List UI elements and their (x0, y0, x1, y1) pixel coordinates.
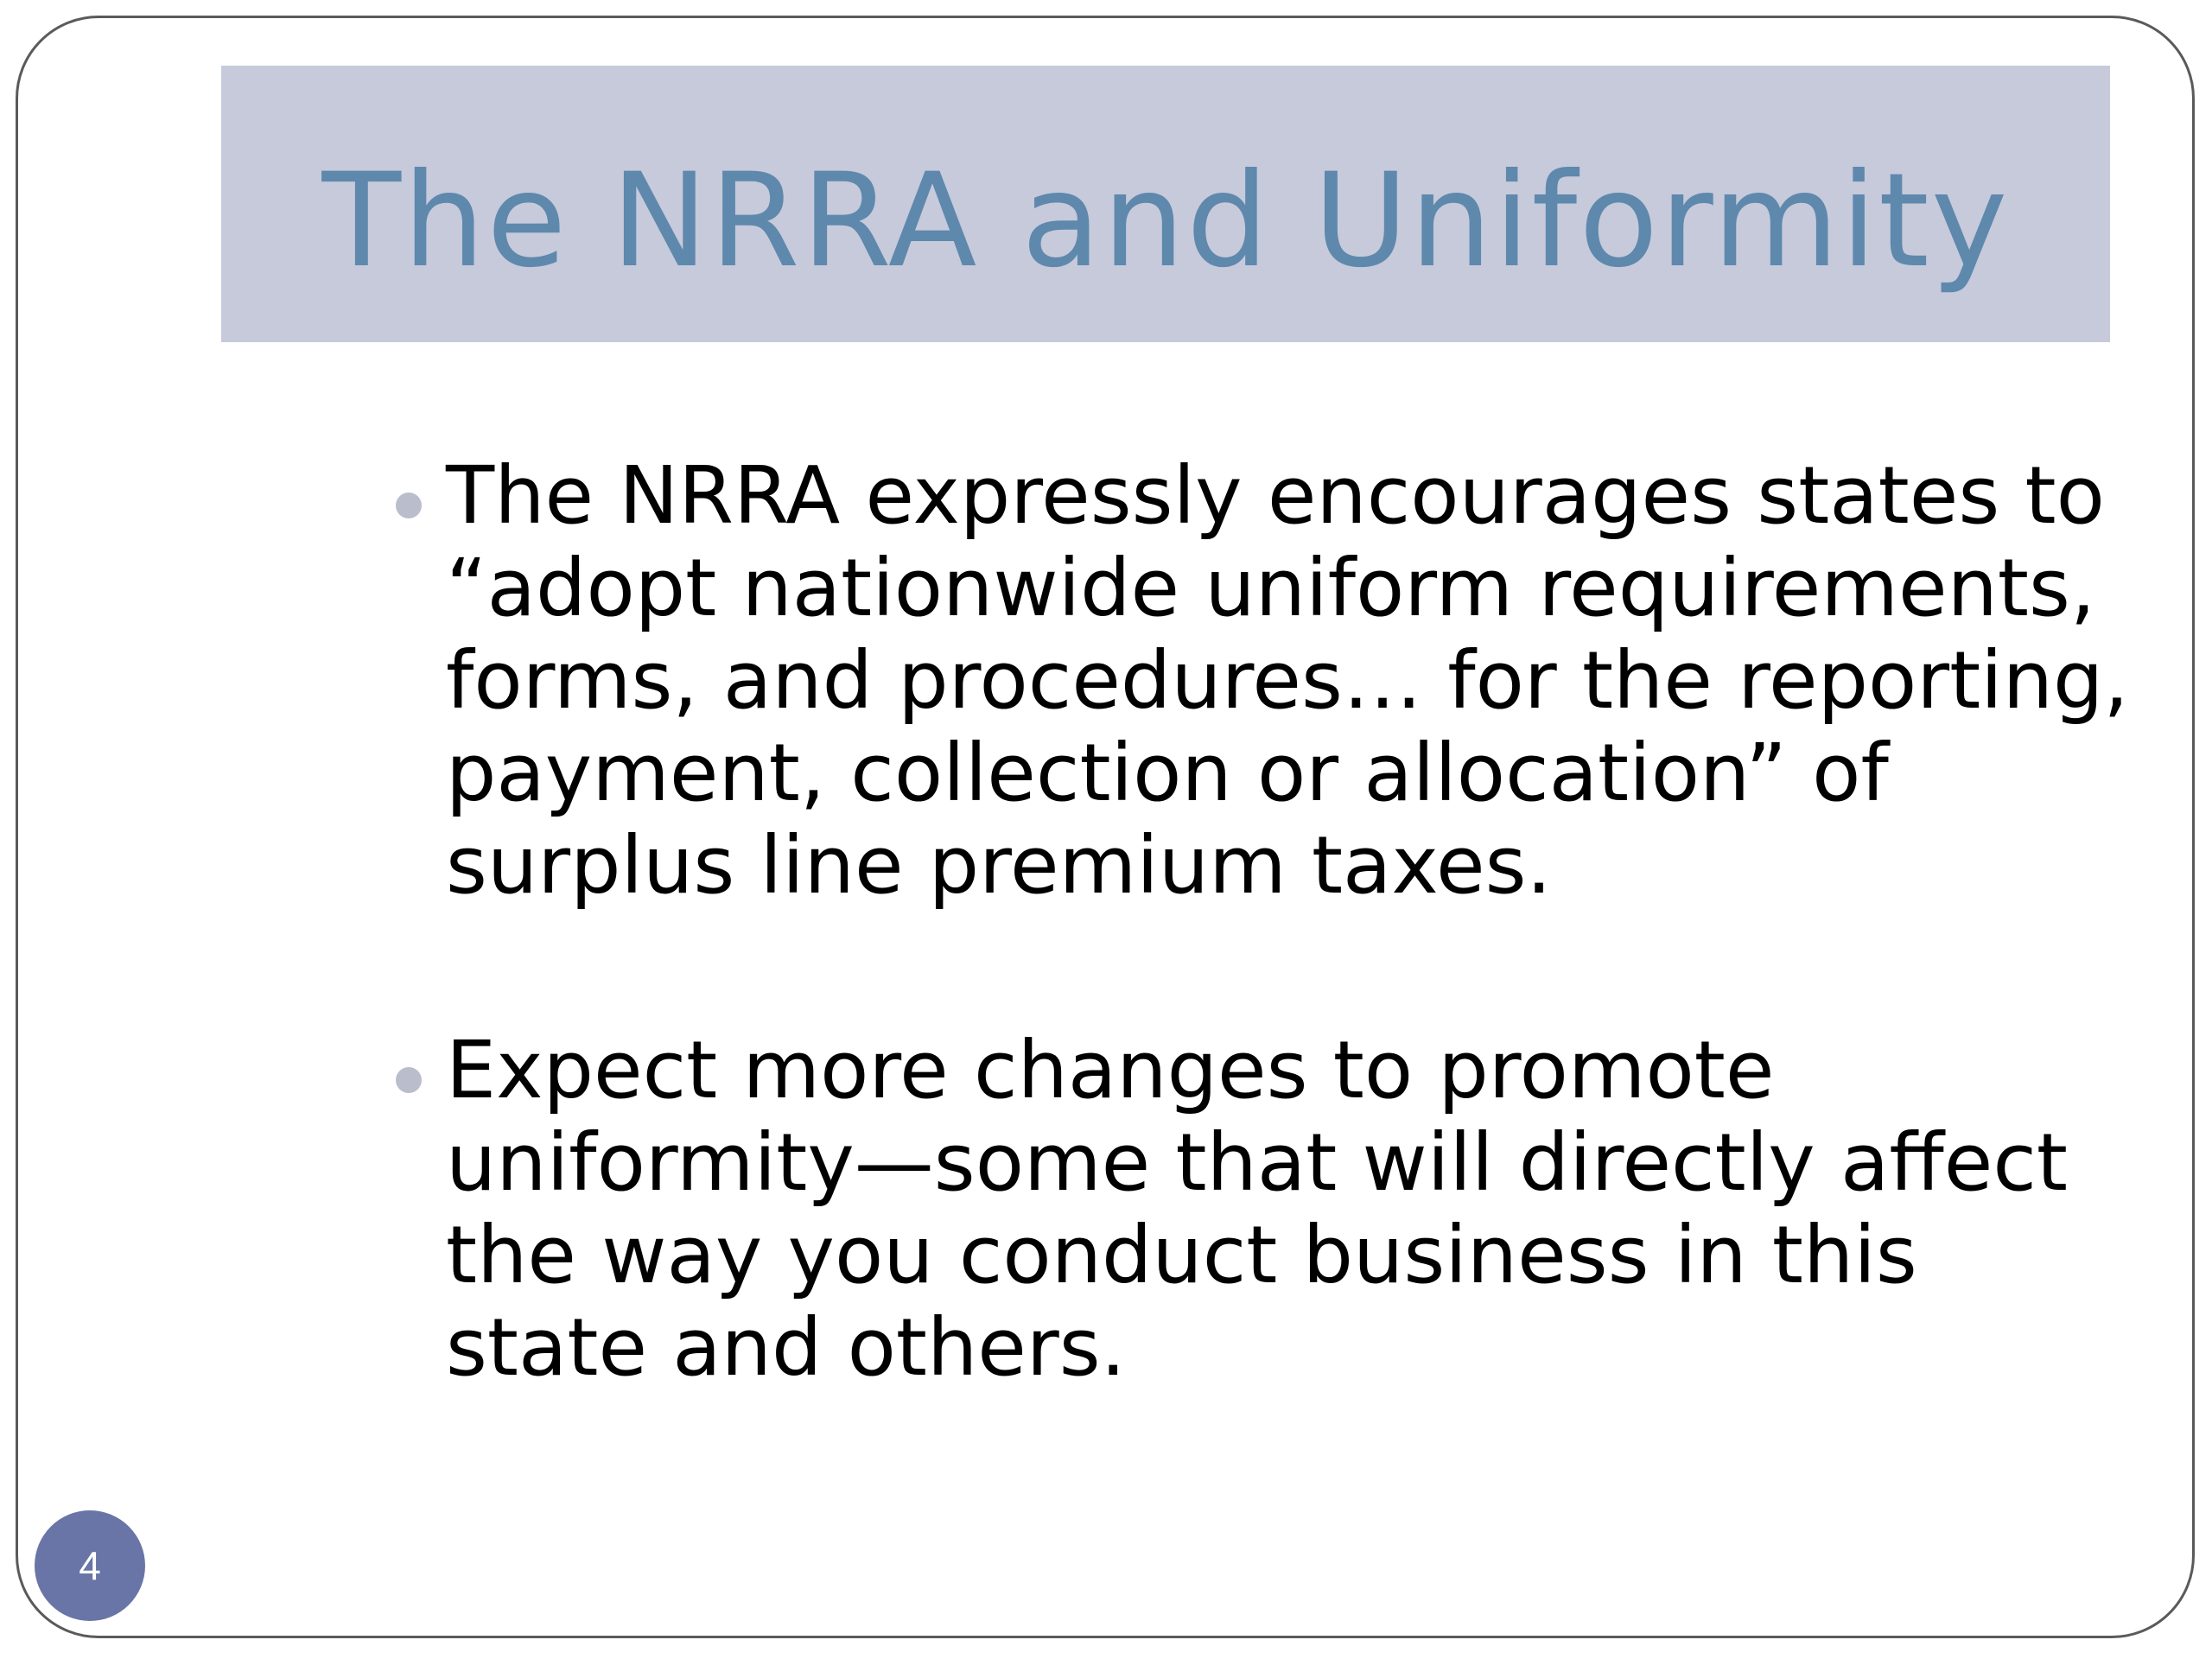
bullet-dot-icon (396, 1067, 422, 1093)
page-number-badge: 4 (35, 1510, 145, 1621)
bullet-dot-icon (396, 493, 422, 518)
bullet-text: The NRRA expressly encourages states to “adopt nationwide uniform requirements, forms, and procedures… for the reporting, payment, collection or allocation” of surplus line premium taxes. (446, 449, 2129, 912)
slide-title: The NRRA and Uniformity (321, 146, 2010, 296)
bullet-text: Expect more changes to promote uniformity—some that will directly affect the way you conduct business in this state and others. (446, 1024, 2068, 1394)
bullet-item (389, 449, 2143, 912)
bullet-list (389, 449, 2143, 1506)
bullet-item (389, 1024, 2143, 1394)
